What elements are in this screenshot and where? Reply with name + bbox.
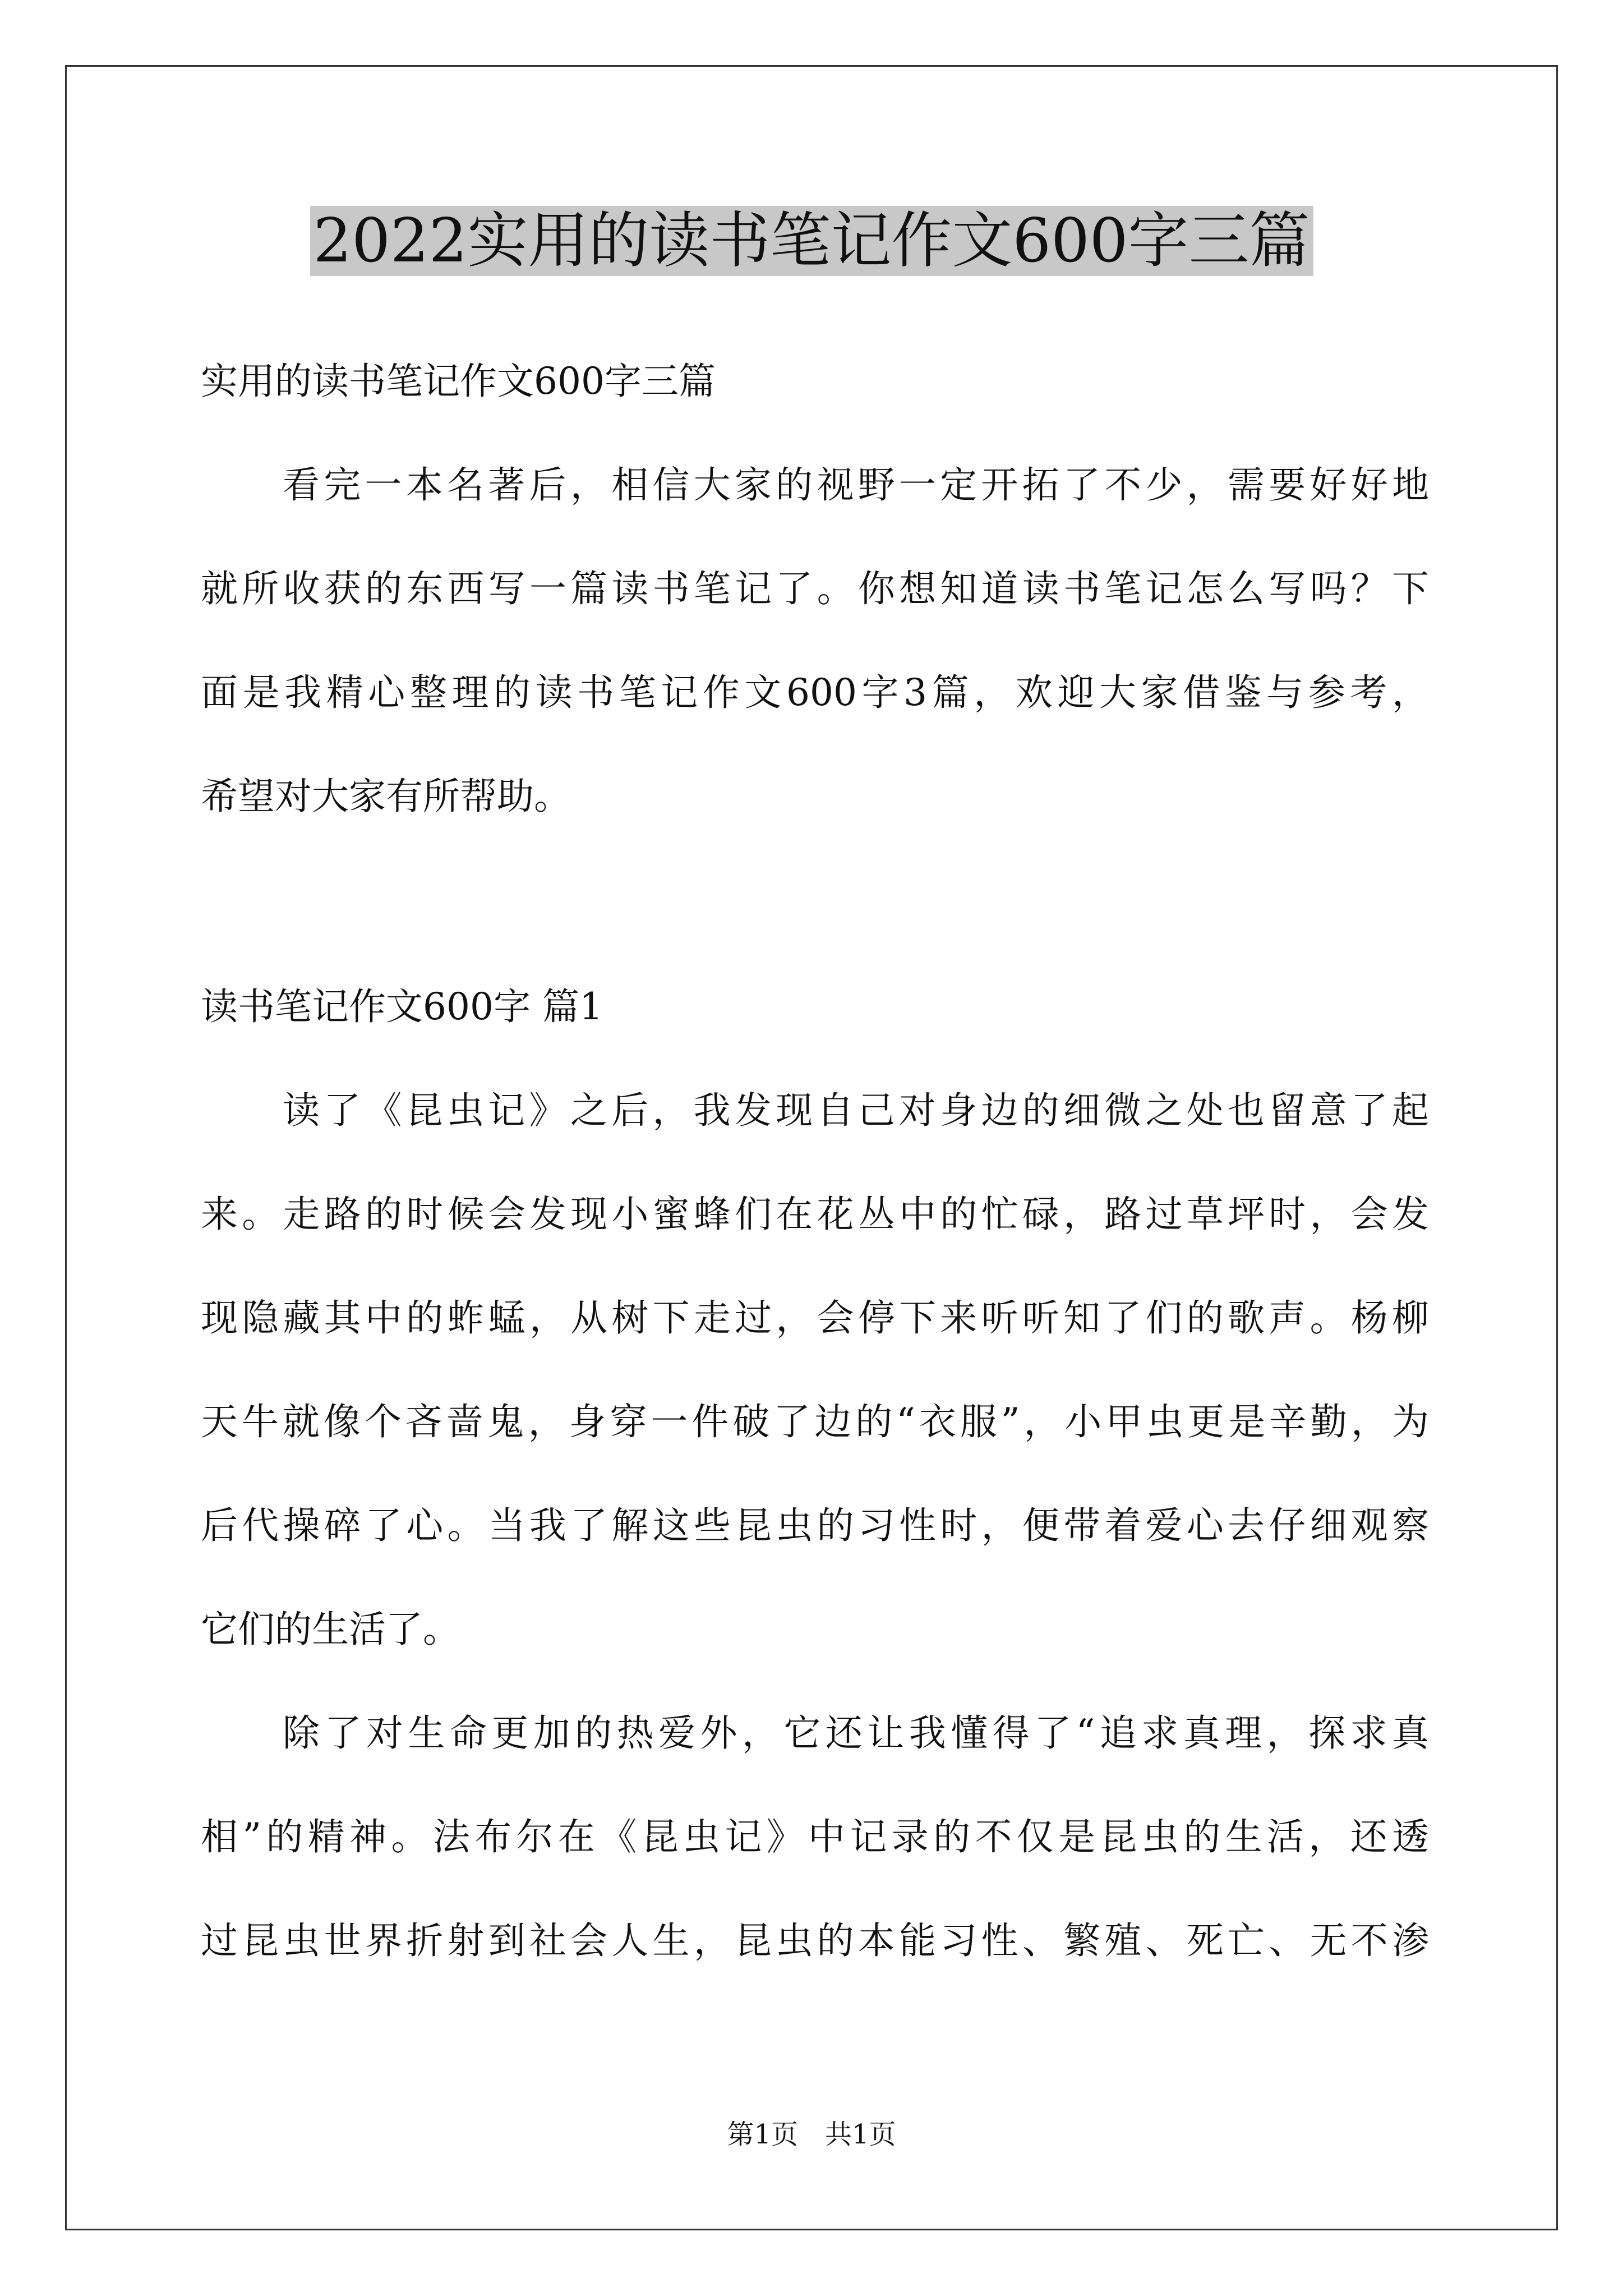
para1-line-2: 来。走路的时候会发现小蜜蜂们在花丛中的忙碌，路过草坪时，会发 (201, 1193, 1429, 1236)
para1-line-1: 读了《昆虫记》之后，我发现自己对身边的细微之处也留意了起 (283, 1089, 1429, 1132)
section-heading: 读书笔记作文600字 篇1 (201, 985, 603, 1028)
para1-line-5: 后代操碎了心。当我了解这些昆虫的习性时，便带着爱心去仔细观察 (201, 1504, 1429, 1547)
intro-line-3: 面是我精心整理的读书笔记作文600字3篇，欢迎大家借鉴与参考， (201, 671, 1429, 714)
document-title-text: 2022实用的读书笔记作文600字三篇 (310, 206, 1313, 276)
para1-line-6: 它们的生活了。 (201, 1608, 460, 1651)
intro-line-4: 希望对大家有所帮助。 (201, 775, 571, 818)
para1-line-3: 现隐藏其中的蚱蜢，从树下走过，会停下来听听知了们的歌声。杨柳 (201, 1296, 1429, 1340)
document-subtitle: 实用的读书笔记作文600字三篇 (201, 360, 716, 403)
document-title (0, 199, 1623, 283)
para2-line-1: 除了对生命更加的热爱外，它还让我懂得了“追求真理，探求真 (283, 1711, 1429, 1755)
intro-line-2: 就所收获的东西写一篇读书笔记了。你想知道读书笔记怎么写吗？下 (201, 567, 1429, 610)
page-footer: 第1页 共1页 (727, 2119, 896, 2150)
intro-line-1: 看完一本名著后，相信大家的视野一定开拓了不少，需要好好地 (283, 463, 1429, 507)
para1-line-4: 天牛就像个吝啬鬼，身穿一件破了边的“衣服”，小甲虫更是辛勤，为 (201, 1400, 1429, 1443)
para2-line-3: 过昆虫世界折射到社会人生，昆虫的本能习性、繁殖、死亡、无不渗 (201, 1919, 1429, 1962)
para2-line-2: 相”的精神。法布尔在《昆虫记》中记录的不仅是昆虫的生活，还透 (201, 1815, 1429, 1858)
